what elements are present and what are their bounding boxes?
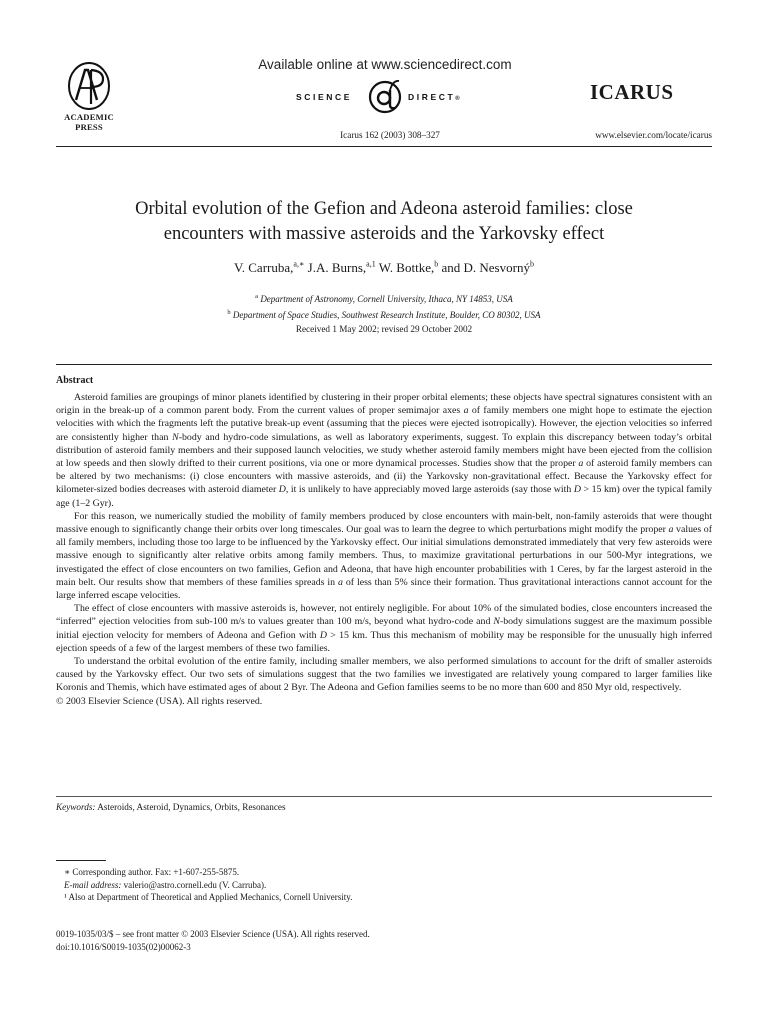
- front-matter: [56, 928, 712, 953]
- academic-press-logo-icon: [66, 60, 112, 112]
- header-divider: [56, 146, 712, 147]
- abstract-heading: Abstract: [56, 375, 94, 386]
- author: J.A. Burns,$^{a,1}$: [304, 260, 376, 276]
- footnotes: [56, 866, 712, 904]
- footnote-email: E-mail address: valerio@astro.cornell.edu (V. Carruba).: [64, 879, 267, 890]
- publisher-logo: [56, 60, 122, 132]
- sciencedirect-at-icon: [366, 78, 404, 114]
- abstract-copyright: © 2003 Elsevier Science (USA). All rights reserved.: [56, 695, 263, 707]
- author: V. Carruba,$^{a,∗}$: [234, 260, 305, 276]
- keywords: [56, 802, 286, 812]
- sciencedirect-logo: [290, 78, 490, 114]
- affiliations: [70, 290, 698, 322]
- title-line-2: encounters with massive asteroids and the Yarkovsky effect: [163, 224, 605, 244]
- abstract-paragraph-3: The effect of close encounters with massive asteroids is, however, not entirely negligible. For about 10% of the simulated bodies, close encounters increased the “inferred” ejection velocities from sub-100 m/s to values greater than 100 m/s, beyond what hydro-code and N-body simulations suggest are the maximum possible initial ejection velocity for members of Adeona and Gefion with D > 15 km. Thus this mechanism of mobility may be responsible for the unusually high inferred ejection speeds of a few of the largest members of these two families.: [56, 603, 712, 654]
- abstract-paragraph-1: Asteroid families are groupings of minor planets identified by clustering in their proper orbital elements; these objects have spectral signatures consistent with an origin in the break-up of a common parent body. From the current values of proper semimajor axes a of family members one might hope to estimate the ejection velocities with which the fragments left the putative break-up event (assuming that the pieces were ejected isotropically). However, the ejection velocities so inferred are consistently higher than N-body and hydro-code simulations, as well as laboratory experiments, suggest. To explain this discrepancy between today’s orbital distribution of asteroid family members and their supposed launch velocities, we study whether asteroid family members might have been ejected from the collision at low speeds and then slowly drifted to their current positions, via one or more dynamical processes. Studies show that the proper a of asteroid family members can be altered by two mechanisms: (i) close encounters with massive asteroids, and (ii) the Yarkovsky non-gravitational effect. Because the Yarkovsky effect for kilometer-sized bodies decreases with asteroid diameter D, it is unlikely to have appreciably moved large asteroids (say those with D > 15 km) over the typical family age (1–2 Gyr).: [56, 392, 713, 509]
- affiliation: $^a$ Department of Astronomy, Cornell University, Ithaca, NY 14853, USA: [255, 293, 513, 304]
- keywords-text: Asteroids, Asteroid, Dynamics, Orbits, Resonances: [95, 802, 286, 812]
- article-title: [70, 197, 698, 247]
- author: W. Bottke,$^b$: [375, 260, 439, 276]
- journal-citation: Icarus 162 (2003) 308–327: [340, 130, 440, 140]
- sciencedirect-left-word: SCIENCE: [296, 92, 352, 102]
- publisher-name-line2: PRESS: [75, 122, 103, 132]
- author-list: [70, 260, 698, 276]
- registered-mark: ®: [455, 96, 460, 102]
- publisher-name-line1: ACADEMIC: [64, 112, 114, 122]
- keywords-label: Keywords:: [56, 802, 96, 812]
- abstract-paragraph-4: To understand the orbital evolution of the entire family, including smaller members, we also performed simulations to account for the drift of smaller asteroids caused by the Yarkovsky effect. Our two sets of simulations suggest that the two families we investigated are relatively young compared to larger families like Koronis and Themis, which have estimated ages of about 2 Byr. The Adeona and Gefion families seems to be no more than 600 and 850 Myr old, respectively.: [56, 656, 712, 694]
- email-link[interactable]: valerio@astro.cornell.edu (V. Carruba).: [121, 879, 267, 890]
- doi-line: doi:10.1016/S0019-1035(02)00062-3: [56, 941, 191, 952]
- title-line-1: Orbital evolution of the Gefion and Adeona asteroid families: close: [135, 199, 633, 219]
- footnote-corresponding: ∗ Corresponding author. Fax: +1-607-255-5875.: [64, 867, 240, 877]
- received-dates: Received 1 May 2002; revised 29 October 2002: [295, 324, 473, 334]
- affiliation: $^b$ Department of Space Studies, Southwest Research Institute, Boulder, CO 80302, USA: [227, 309, 541, 320]
- sciencedirect-right-word: DIRECT®: [408, 92, 460, 102]
- available-online-text: Available online at www.sciencedirect.com: [258, 57, 512, 72]
- footnote-1: ¹ Also at Department of Theoretical and Applied Mechanics, Cornell University.: [64, 892, 353, 902]
- keywords-divider: [56, 796, 712, 797]
- author: and D. Nesvorný$^b$: [438, 260, 534, 276]
- abstract-divider: [56, 364, 712, 365]
- footnote-divider: [56, 860, 106, 861]
- issn-line: 0019-1035/03/$ – see front matter © 2003 Elsevier Science (USA). All rights reserved.: [56, 929, 370, 939]
- journal-name: ICARUS: [590, 80, 674, 104]
- abstract-body: [56, 391, 712, 708]
- journal-url-link[interactable]: www.elsevier.com/locate/icarus: [595, 130, 712, 140]
- abstract-paragraph-2: For this reason, we numerically studied the mobility of family members produced by close encounters with main-belt, non-family asteroids that were thought massive enough to significantly change their orbits over long timescales. Our goal was to learn the degree to which perturbations might modify the proper a values of all family members, including those too large to be influenced by the Yarkovsky effect. Our initial simulations demonstrated immediately that very few asteroids were massive enough to significantly alter relative orbits among family members. Thus, to maximize gravitational perturbations in our 500-Myr integrations, we investigated the effect of close encounters on two families, Gefion and Adeona, that have high encounter probabilities with 1 Ceres, by far the largest asteroid in the main belt. Our results show that members of these families spreads in a of less than 5% since their formation. Thus gravitational interactions cannot account for the large inferred escape velocities.: [56, 510, 712, 602]
